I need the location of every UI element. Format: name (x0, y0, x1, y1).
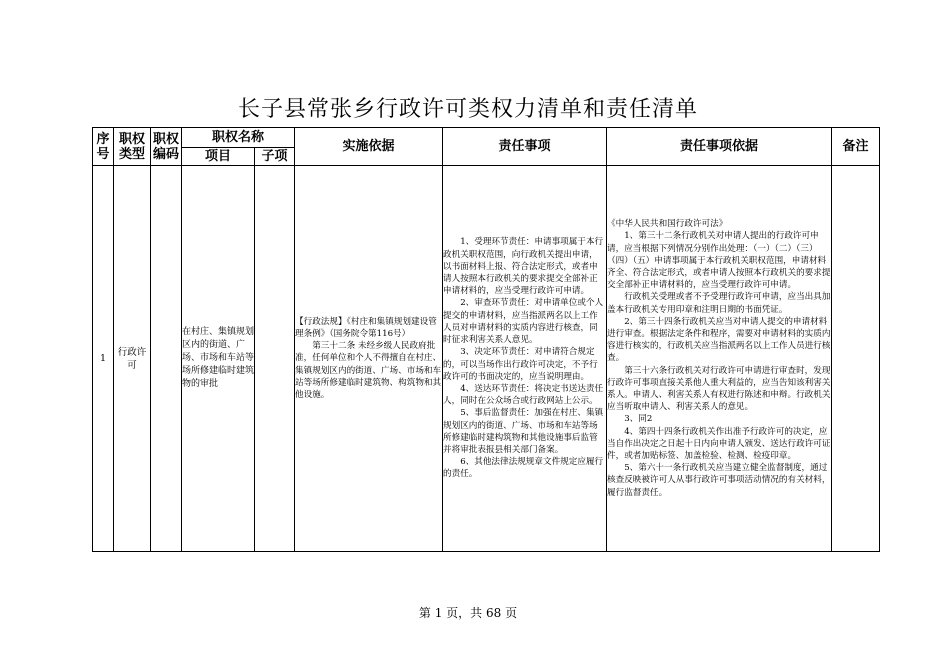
row-type: 行政许可 (114, 166, 151, 552)
duty-line: 5、事后监督责任：加强在村庄、集镇规划区内的街道、广场、市场和车站等场所修建临时建构筑物和其他设施事后监管并将审批表报县相关部门备案。 (443, 408, 604, 455)
row-code (151, 166, 182, 552)
duty-line: 2、审查环节责任：对申请单位或个人提交的申请材料，应当指派两名以上工作人员对申请材料的实质内容进行核查，同时征求利害关系人意见。 (443, 298, 604, 346)
basis-line: 【行政法规】《村庄和集镇规划建设管理条例》（国务院令第116号） (295, 316, 437, 339)
header-name: 职权名称 (182, 128, 295, 148)
header-duty-basis: 责任事项依据 (607, 128, 832, 166)
page-title: 长子县常张乡行政许可类权力清单和责任清单 (237, 97, 698, 122)
header-type: 职权类型 (114, 128, 151, 166)
duty-basis-line: 5、第六十一条行政机关应当建立健全监督制度，通过核查反映被许可人从事行政许可事项活动情况的有关材料，履行监督责任。 (607, 463, 831, 498)
duty-basis-line: 3、同2 (624, 414, 653, 425)
header-subitem: 子项 (255, 148, 295, 166)
row-duty (443, 166, 607, 552)
row-item-text: 在村庄、集镇规划区内的街道、广场、市场和车站等场所修建临时建筑物的审批 (182, 327, 255, 389)
duty-basis-line: 1、第三十二条行政机关对申请人提出的行政许可申请，应当根据下列情况分别作出处理：（一）（二）（三）（四）（五）申请事项属于本行政机关职权范围，申请材料齐全、符合法定形式，或者申请人按照本行政机关的要求提交全部补正申请材料的，应当受理行政许可申请。 (607, 231, 831, 291)
header-code: 职权编码 (151, 128, 182, 166)
header-seq: 序号 (93, 128, 114, 166)
table-row (93, 166, 880, 552)
header-item: 项目 (182, 148, 255, 166)
row-remark (832, 166, 880, 552)
header-basis: 实施依据 (295, 128, 443, 166)
duty-basis-line: 4、第四十四条行政机关作出准予行政许可的决定，应当自作出决定之日起十日内向申请人颁发、送达行政许可证件，或者加贴标签、加盖检验、检测、检疫印章。 (607, 426, 831, 462)
duty-line: 6、其他法律法规规章文件规定应履行的责任。 (443, 457, 604, 480)
permission-table (92, 127, 880, 552)
duty-line: 4、送达环节责任：将决定书送达责任人，同时在公众场合或行政网站上公示。 (443, 383, 604, 407)
header-duty: 责任事项 (443, 128, 607, 166)
row-subitem (255, 166, 295, 552)
row-item (182, 166, 255, 552)
row-basis (295, 166, 443, 552)
row-seq: 1 (93, 166, 114, 552)
page-footer: 第 1 页，共 68 页 (418, 606, 518, 620)
row-duty-basis (607, 166, 832, 552)
duty-basis-line: 《中华人民共和国行政许可法》 (607, 219, 728, 230)
duty-basis-line: 2、第三十四条行政机关应当对申请人提交的申请材料进行审查。根据法定条件和程序，需要对申请材料的实质内容进行核实的，行政机关应当指派两名以上工作人员进行核查。 (607, 316, 831, 364)
duty-basis-line: 第三十六条行政机关对行政许可申请进行审查时，发现行政许可事项直接关系他人重大利益的，应当告知该利害关系人。申请人、利害关系人有权进行陈述和申辩。行政机关应当听取申请人、利害关系人的意见。 (607, 365, 831, 413)
duty-basis-line: 行政机关受理或者不予受理行政许可申请，应当出具加盖本行政机关专用印章和注明日期的书面凭证。 (607, 292, 831, 315)
duty-line: 3、决定环节责任：对申请符合规定的，可以当场作出行政许可决定，不予行政许可的书面决定的，应当说明理由。 (443, 347, 598, 382)
basis-line: 第三十二条 未经乡级人民政府批准，任何单位和个人不得擅自在村庄、集镇规划区内的街道、广场、市场和车站等场所修建临时建筑物、构筑物和其他设施。 (295, 341, 442, 400)
header-remark: 备注 (832, 128, 880, 166)
duty-line: 1、受理环节责任：申请事项属于本行政机关职权范围，向行政机关提出申请，以书面材料上报、符合法定形式，或者申请人按照本行政机关的要求提交全部补正申请材料的，应当受理行政许可申请。 (443, 237, 604, 297)
